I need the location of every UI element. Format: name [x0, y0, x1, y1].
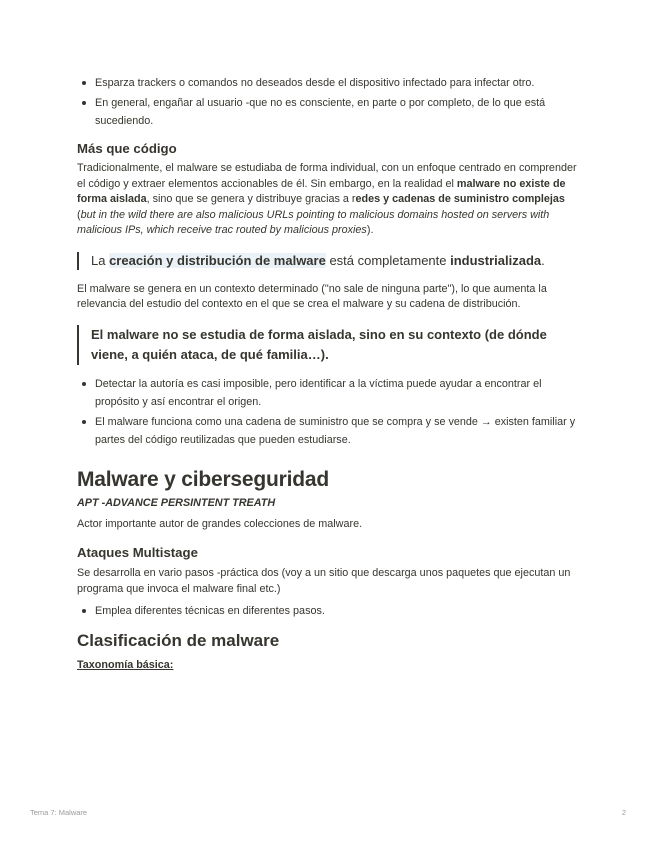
paragraph-malware-aislado: Tradicionalmente, el malware se estudiaba de forma individual, con un enfoque centrado en comprender el código y extraer elementos accionables de él. Sin embargo, en la realidad el malware no existe de forma aislada, sino que se genera y distribuye gracias a redes y cadenas de suministro complejas (but in the wild there are also malicious URLs pointing to malicious domains hosted on servers with malicious IPs, which receive trac routed by malicious proxies).: [77, 162, 577, 236]
section-subtitle: APT -ADVANCE PERSINTENT TREATH: [77, 496, 276, 509]
list-item: El malware funciona como una cadena de suministro que se compra y se vende → existen familiar y partes del código reutilizadas que pueden estudiarse.: [77, 413, 582, 449]
list-item: En general, engañar al usuario -que no es consciente, en parte o por completo, de lo que está sucediendo.: [77, 94, 582, 130]
heading-clasificacion: Clasificación de malware: [77, 631, 280, 650]
quote-industrializada: La creación y distribución de malware está completamente industrializada.: [77, 252, 582, 270]
bullet-list-multistage: [77, 602, 582, 620]
list-item: Esparza trackers o comandos no deseados desde el dispositivo infectado para infectar otro.: [77, 74, 582, 92]
quote-contexto: El malware no se estudia de forma aislada, sino en su contexto (de dónde viene, a quién ataca, de qué familia…).: [77, 325, 582, 365]
footer-title: Tema 7: Malware: [30, 808, 88, 817]
bullet-list-top: [77, 74, 582, 130]
paragraph-multistage: Se desarrolla en vario pasos -práctica dos (voy a un sitio que descarga unos paquetes que ejecutan un programa que invoca el malware final etc.): [77, 567, 571, 595]
heading-mas-que-codigo: Más que código: [77, 141, 177, 156]
bullet-list-contexto: [77, 375, 582, 449]
document-body: [77, 74, 582, 673]
list-item: Detectar la autoría es casi imposible, pero identificar a la víctima puede ayudar a encontrar el propósito y así encontrar el origen.: [77, 375, 582, 411]
taxonomia-label: Taxonomía básica:: [77, 659, 174, 671]
paragraph-apt: Actor importante autor de grandes colecciones de malware.: [77, 517, 363, 530]
list-item: Emplea diferentes técnicas en diferentes pasos.: [77, 602, 582, 620]
page-number: 2: [621, 808, 626, 817]
section-title: Malware y ciberseguridad: [77, 467, 329, 491]
heading-multistage: Ataques Multistage: [77, 545, 198, 560]
paragraph-contexto: El malware se genera en un contexto determinado ("no sale de ninguna parte"), lo que aumenta la relevancia del estudio del contexto en el que se crea el malware y su cadena de distribución.: [77, 282, 547, 310]
